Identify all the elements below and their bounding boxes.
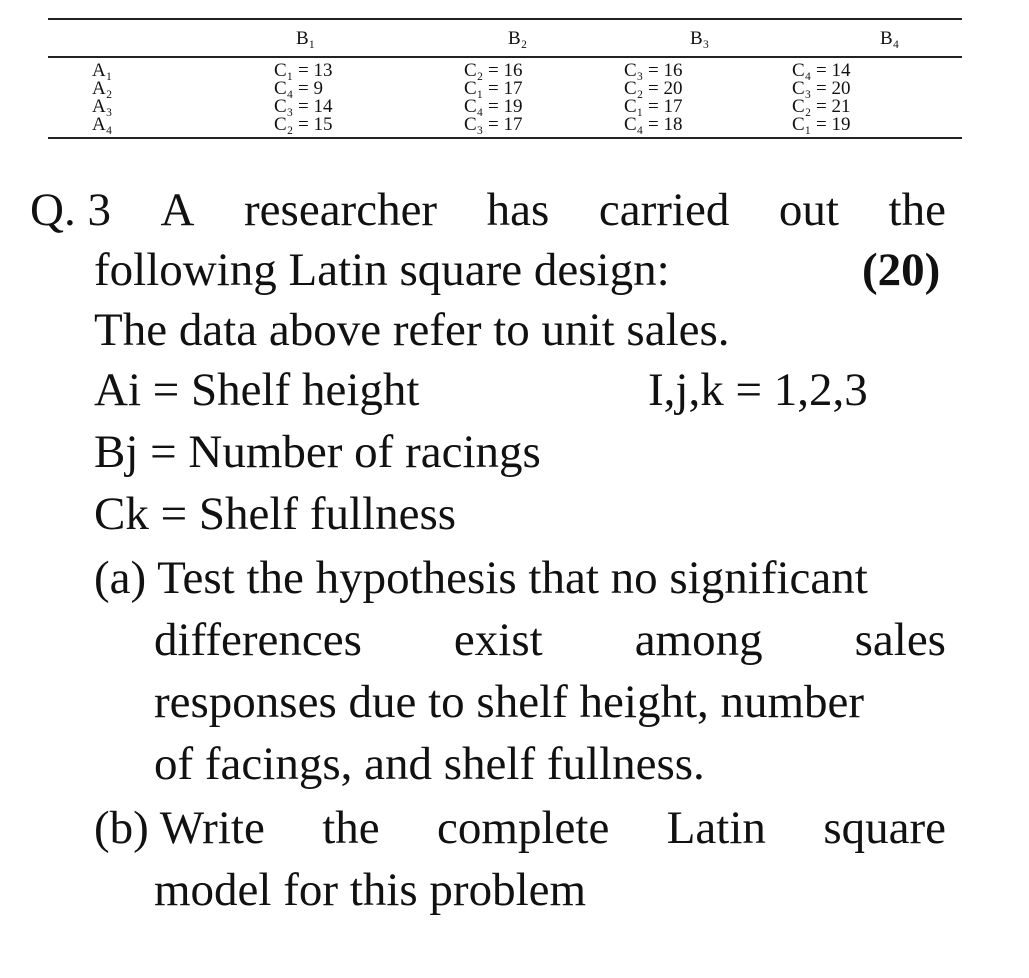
question-line-3: The data above refer to unit sales. bbox=[94, 304, 730, 356]
table-cell: A₁ bbox=[92, 60, 113, 81]
bj-definition: Bj = Number of racings bbox=[94, 426, 541, 478]
part-a-line-1: (a) Test the hypothesis that no significant bbox=[94, 552, 868, 604]
table-cell: C₂ = 21 bbox=[792, 96, 851, 117]
table-cell: C₄ = 9 bbox=[274, 78, 324, 99]
table-cell: C₄ = 19 bbox=[464, 96, 523, 117]
latin-square-table bbox=[48, 20, 962, 54]
table-cell: C₄ = 18 bbox=[624, 114, 683, 135]
marks-label: (20) bbox=[862, 244, 941, 296]
part-b-word: Latin bbox=[666, 802, 766, 854]
table-cell: C₂ = 15 bbox=[274, 114, 333, 135]
latin-square-table-body bbox=[48, 62, 962, 134]
table-header-cell: B₄ bbox=[880, 28, 900, 49]
table-header-cell: B₂ bbox=[508, 28, 528, 49]
table-header-cell: B₃ bbox=[690, 28, 710, 49]
table-cell: C₁ = 13 bbox=[274, 60, 333, 81]
part-a-line-2 bbox=[154, 610, 946, 671]
question-word: has bbox=[486, 184, 550, 236]
part-b-word: complete bbox=[437, 802, 610, 854]
part-a-word: exist bbox=[453, 614, 543, 666]
table-cell: C₃ = 16 bbox=[624, 60, 683, 81]
table-header-row bbox=[48, 20, 962, 54]
question-word: carried bbox=[598, 184, 730, 236]
part-a-line-3: responses due to shelf height, number bbox=[154, 676, 865, 728]
table-row bbox=[48, 116, 962, 134]
latin-square-table-block bbox=[48, 18, 962, 139]
part-b-word: square bbox=[823, 802, 946, 854]
table-cell: A₃ bbox=[92, 96, 113, 117]
index-range: I,j,k = 1,2,3 bbox=[648, 364, 868, 416]
table-header-rule bbox=[48, 56, 962, 58]
ai-definition: Ai = Shelf height bbox=[94, 364, 420, 416]
table-header-cell: B₁ bbox=[296, 28, 316, 49]
question-word: the bbox=[888, 184, 946, 236]
question-word: A bbox=[160, 184, 195, 236]
part-b-line-2: model for this problem bbox=[154, 864, 587, 916]
question-number: Q. 3 bbox=[30, 184, 111, 236]
table-cell: C₃ = 20 bbox=[792, 78, 851, 99]
table-cell: C₁ = 17 bbox=[464, 78, 523, 99]
question-word: researcher bbox=[244, 184, 438, 236]
part-b-word: (b) Write bbox=[94, 802, 265, 854]
table-cell: C₃ = 14 bbox=[274, 96, 333, 117]
part-a-word: differences bbox=[154, 614, 362, 666]
question-heading-line bbox=[30, 180, 946, 241]
table-cell: A₄ bbox=[92, 114, 113, 135]
part-a-word: sales bbox=[854, 614, 946, 666]
question-line-2: following Latin square design: bbox=[94, 244, 670, 296]
table-bottom-rule bbox=[48, 137, 962, 139]
part-b-line-1 bbox=[94, 798, 946, 859]
table-cell: C₂ = 20 bbox=[624, 78, 683, 99]
part-a-line-4: of facings, and shelf fullness. bbox=[154, 738, 705, 790]
table-cell: C₁ = 19 bbox=[792, 114, 851, 135]
table-header-cell bbox=[48, 20, 274, 54]
question-word: out bbox=[778, 184, 839, 236]
ck-definition: Ck = Shelf fullness bbox=[94, 488, 457, 540]
table-cell: C₂ = 16 bbox=[464, 60, 523, 81]
table-cell: A₂ bbox=[92, 78, 113, 99]
table-cell: C₄ = 14 bbox=[792, 60, 851, 81]
part-a-word: among bbox=[634, 614, 763, 666]
part-b-word: the bbox=[322, 802, 380, 854]
table-cell: C₁ = 17 bbox=[624, 96, 683, 117]
table-cell: C₃ = 17 bbox=[464, 114, 523, 135]
